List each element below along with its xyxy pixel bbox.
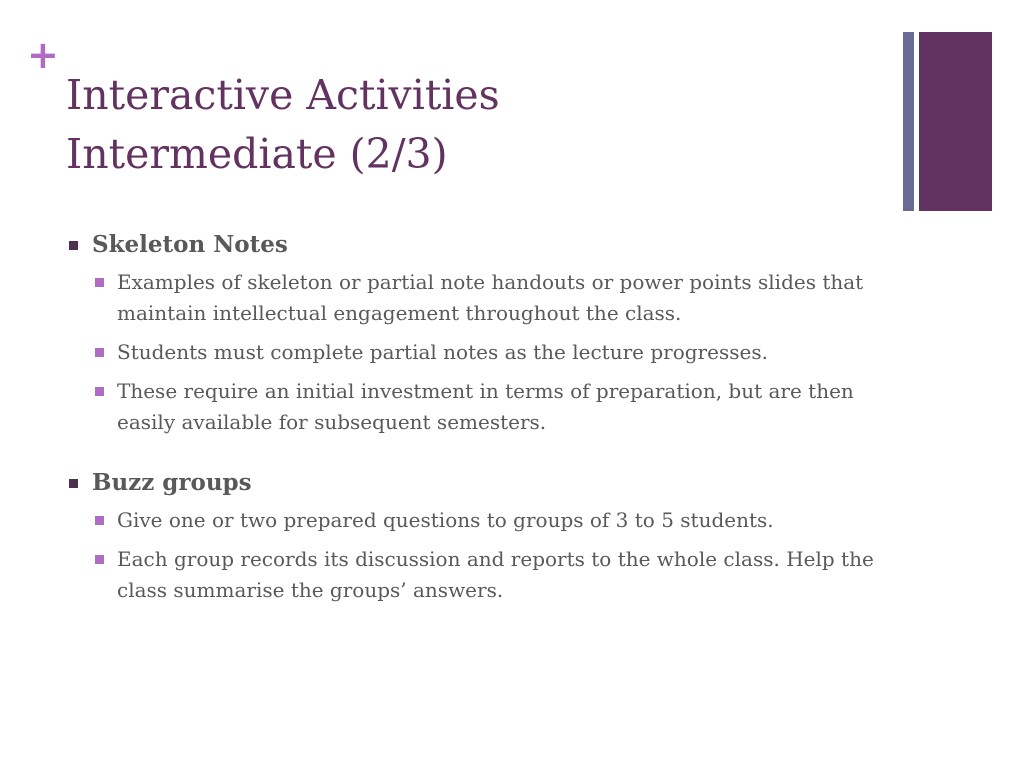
square-bullet-icon xyxy=(69,479,78,488)
list-item-text: Examples of skeleton or partial note handouts or power points slides that maintain intellectual engagement throughout the class. xyxy=(117,270,864,325)
list-item-text: Each group records its discussion and reports to the whole class. Help the class summarise the groups’ answers. xyxy=(117,547,874,602)
square-bullet-icon xyxy=(95,516,104,525)
list-item-text: These require an initial investment in terms of preparation, but are then easily available for subsequent semesters. xyxy=(117,379,854,434)
section-heading-text: Buzz groups xyxy=(92,469,252,496)
slide-title xyxy=(66,66,866,184)
list-item-text: Give one or two prepared questions to groups of 3 to 5 students. xyxy=(117,508,774,532)
list-item xyxy=(66,267,896,329)
title-line-2: Intermediate (2/3) xyxy=(66,130,448,178)
title-line-1: Interactive Activities xyxy=(66,71,500,119)
list-item xyxy=(66,376,896,438)
square-bullet-icon xyxy=(95,348,104,357)
list-item xyxy=(66,505,896,536)
decorative-bar-wide xyxy=(919,32,992,211)
plus-icon: + xyxy=(27,33,59,77)
square-bullet-icon xyxy=(95,278,104,287)
list-item xyxy=(66,544,896,606)
list-item-text: Students must complete partial notes as the lecture progresses. xyxy=(117,340,768,364)
decorative-bar-thin xyxy=(903,32,914,211)
section-buzz-groups xyxy=(66,466,896,606)
section-heading xyxy=(66,466,896,500)
section-heading xyxy=(66,228,896,262)
square-bullet-icon xyxy=(69,241,78,250)
square-bullet-icon xyxy=(95,555,104,564)
square-bullet-icon xyxy=(95,387,104,396)
section-skeleton-notes xyxy=(66,228,896,438)
bullet-list xyxy=(66,267,896,438)
slide-content xyxy=(66,228,896,634)
bullet-list xyxy=(66,505,896,606)
section-heading-text: Skeleton Notes xyxy=(92,231,288,258)
list-item xyxy=(66,337,896,368)
